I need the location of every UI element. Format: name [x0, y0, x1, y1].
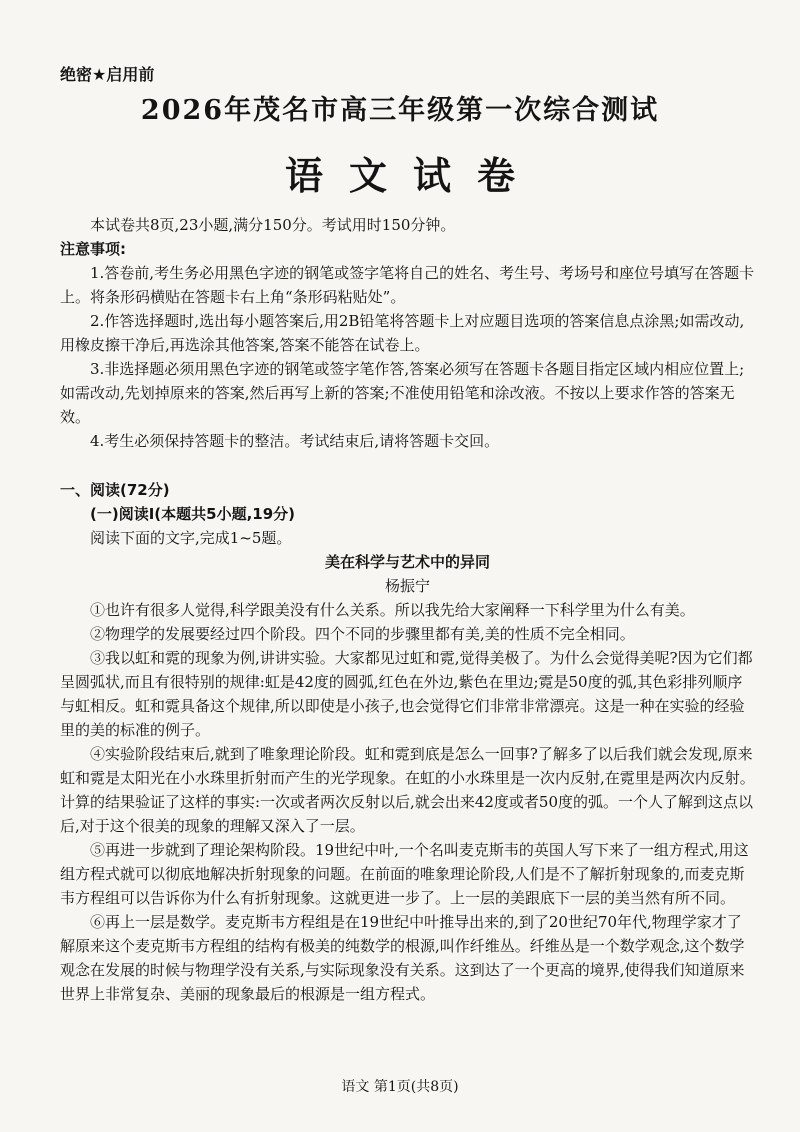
reading-section	[60, 478, 755, 1006]
article-paragraph: ④实验阶段结束后,就到了唯象理论阶段。虹和霓到底是怎么一回事?了解多了以后我们就会发现,原来虹和霓是太阳光在小水珠里折射而产生的光学现象。在虹的小水珠里是一次内反射,在霓里是两次内反射。计算的结果验证了这样的事实:一次或者两次反射以后,就会出来42度或者50度的弧。一个人了解到这点以后,对于这个很美的现象的理解又深入了一层。	[60, 745, 755, 835]
instructions-block	[60, 213, 755, 453]
section-instruction: 阅读下面的文字,完成1~5题。	[90, 529, 292, 547]
notes-heading: 注意事项:	[60, 240, 126, 258]
page-footer: 语文 第1页(共8页)	[341, 1079, 459, 1095]
article-paragraph: ⑥再上一层是数学。麦克斯韦方程组是在19世纪中叶推导出来的,到了20世纪70年代,物理学家才了解原来这个麦克斯韦方程组的结构有极美的纯数学的根源,叫作纤维丛。纤维丛是一个数学观念,这个数学观念在发展的时候与物理学没有关系,与实际现象没有关系。这到达了一个更高的境界,使得我们知道原来世界上非常复杂、美丽的现象最后的根源是一组方程式。	[60, 913, 745, 1003]
note-item: 4.考生必须保持答题卡的整洁。考试结束后,请将答题卡交回。	[90, 432, 500, 450]
note-item: 3.非选择题必须用黑色字迹的钢笔或签字笔作答,答案必须写在答题卡各题目指定区域内相应位置上;如需改动,先划掉原来的答案,然后再写上新的答案;不准使用铅笔和涂改液。不按以上要求作答的答案无效。	[60, 360, 745, 426]
section-subheading: (一)阅读Ⅰ(本题共5小题,19分)	[90, 505, 296, 523]
exam-title: 2026年茂名市高三年级第一次综合测试	[140, 95, 660, 126]
intro-text: 本试卷共8页,23小题,满分150分。考试用时150分钟。	[90, 216, 456, 234]
note-item: 2.作答选择题时,选出每小题答案后,用2B铅笔将答题卡上对应题目选项的答案信息点涂黑;如需改动,用橡皮擦干净后,再选涂其他答案,答案不能答在试卷上。	[60, 312, 745, 354]
article-paragraph: ⑤再进一步就到了理论架构阶段。19世纪中叶,一个名叫麦克斯韦的英国人写下来了一组方程式,用这组方程式就可以彻底地解决折射现象的问题。在前面的唯象理论阶段,人们是不了解折射现象的,而麦克斯韦方程组可以告诉你为什么有折射现象。这就更进一步了。上一层的美跟底下一层的美当然有所不同。	[60, 841, 749, 907]
article-paragraph: ③我以虹和霓的现象为例,讲讲实验。大家都见过虹和霓,觉得美极了。为什么会觉得美呢?因为它们都呈圆弧状,而且有很特别的规律:虹是42度的圆弧,红色在外边,紫色在里边;霓是50度的弧,其色彩排列顺序与虹相反。虹和霓具备这个规律,所以即使是小孩子,也会觉得它们非常非常漂亮。这是一种在实验的经验里的美的标准的例子。	[60, 649, 753, 739]
subject-title: 语文试卷	[284, 153, 541, 198]
article-paragraph: ②物理学的发展要经过四个阶段。四个不同的步骤里都有美,美的性质不完全相同。	[90, 625, 635, 643]
section-heading: 一、阅读(72分)	[60, 481, 170, 499]
article-title: 美在科学与艺术中的异同	[324, 553, 490, 571]
note-item: 1.答卷前,考生务必用黑色字迹的钢笔或签字笔将自己的姓名、考生号、考场号和座位号填写在答题卡上。将条形码横贴在答题卡右上角“条形码粘贴处”。	[60, 264, 755, 306]
confidential-label: 绝密★启用前	[60, 65, 155, 84]
article-paragraph: ①也许有很多人觉得,科学跟美没有什么关系。所以我先给大家阐释一下科学里为什么有美。	[90, 601, 695, 619]
article-author: 杨振宁	[384, 577, 430, 595]
